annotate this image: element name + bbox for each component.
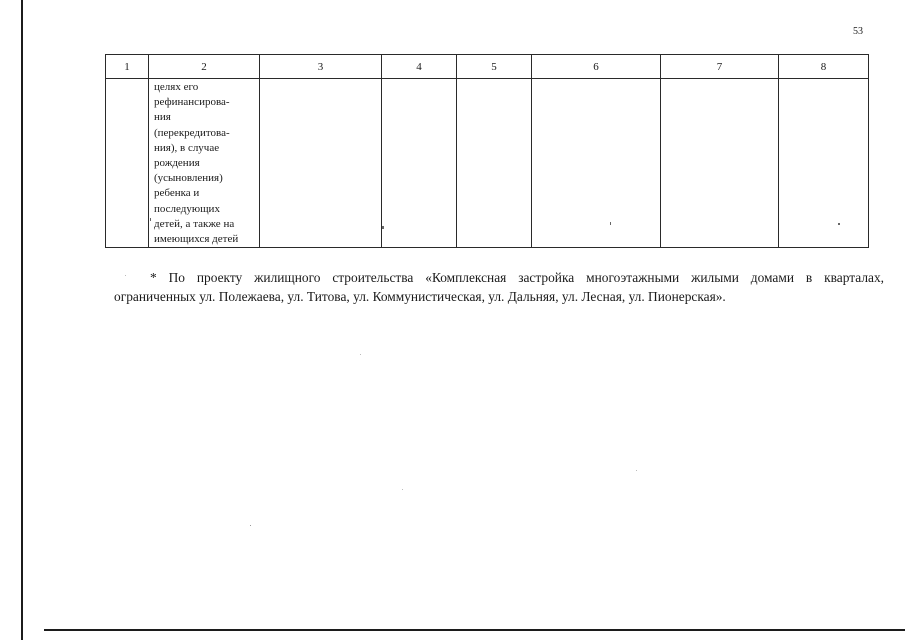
table-cell xyxy=(106,79,149,248)
cell-text-line: (перекредитова- xyxy=(154,126,230,139)
scan-speck xyxy=(402,489,403,490)
scan-speck xyxy=(610,222,611,225)
table-cell xyxy=(532,79,661,248)
column-header: 2 xyxy=(149,55,260,79)
column-header: 5 xyxy=(457,55,532,79)
cell-text-line: ребенка и xyxy=(154,187,200,200)
table-cell xyxy=(779,79,869,248)
page-number: 53 xyxy=(853,26,863,37)
column-header: 4 xyxy=(382,55,457,79)
footnote xyxy=(114,268,884,306)
scan-speck xyxy=(636,470,637,471)
cell-text-line: ния), в случае xyxy=(154,141,220,154)
cell-text-line: ния xyxy=(154,111,171,124)
scan-bottom-edge xyxy=(44,629,905,631)
table-row xyxy=(106,79,869,248)
footnote-line-1: * По проекту жилищного строительства «Комплексная застройка многоэтажными жилыми домами в кварталах, xyxy=(150,270,884,285)
cell-text-line: целях его xyxy=(154,81,199,93)
column-header: 7 xyxy=(661,55,779,79)
table-header-row xyxy=(106,55,869,79)
table-cell xyxy=(382,79,457,248)
cell-text-line: рефинансирова- xyxy=(154,96,230,109)
scan-left-edge xyxy=(21,0,23,640)
scan-speck xyxy=(838,223,840,225)
scan-speck xyxy=(382,226,384,229)
cell-text-line: детей, а также на xyxy=(154,217,235,230)
cell-text-line: (усыновления) xyxy=(154,172,223,185)
scan-speck xyxy=(150,218,151,221)
data-table xyxy=(105,54,869,248)
scan-speck xyxy=(250,525,251,526)
cell-text-line: имеющихся детей xyxy=(154,233,239,246)
column-header: 6 xyxy=(532,55,661,79)
column-header: 1 xyxy=(106,55,149,79)
table-cell xyxy=(260,79,382,248)
cell-text-line: рождения xyxy=(154,157,200,170)
table-cell xyxy=(457,79,532,248)
column-header: 3 xyxy=(260,55,382,79)
table-cell-description xyxy=(149,79,260,248)
scan-speck xyxy=(125,275,126,276)
column-header: 8 xyxy=(779,55,869,79)
table-cell xyxy=(661,79,779,248)
cell-text-line: последующих xyxy=(154,202,220,215)
scan-speck xyxy=(360,354,361,355)
footnote-line-2: ограниченных ул. Полежаева, ул. Титова, ул. Коммунистическая, ул. Дальняя, ул. Лесная, ул. Пионерская». xyxy=(114,289,726,304)
